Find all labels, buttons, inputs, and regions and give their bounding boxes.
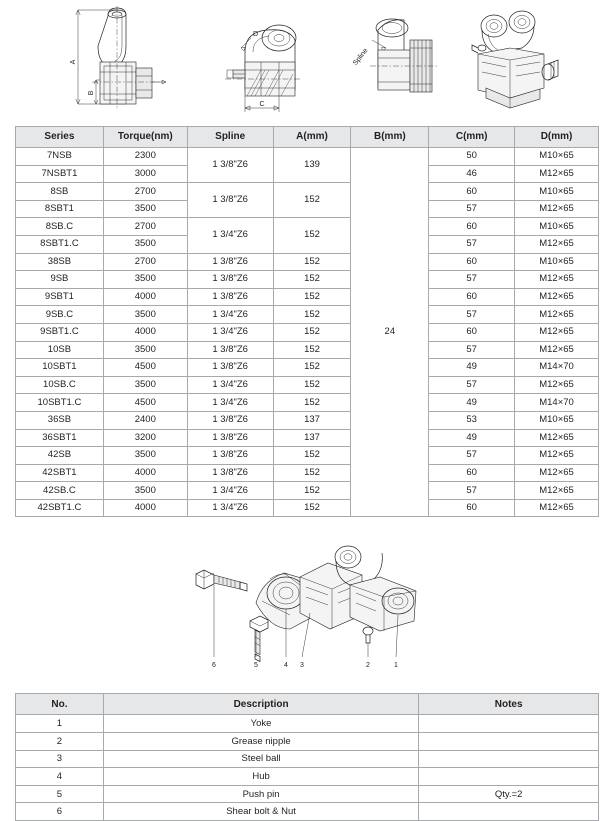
cell-torque: 2400 bbox=[103, 411, 187, 429]
cell-series: 10SBT1.C bbox=[16, 394, 104, 412]
cell-series: 10SBT1 bbox=[16, 359, 104, 377]
table-row bbox=[16, 715, 599, 733]
spec-header-b: B(mm) bbox=[351, 127, 429, 148]
cell-series: 8SB.C bbox=[16, 218, 104, 236]
cell-torque: 3500 bbox=[103, 271, 187, 289]
table-row bbox=[16, 411, 599, 429]
spec-header-d: D(mm) bbox=[515, 127, 599, 148]
cell-c: 46 bbox=[429, 165, 515, 183]
cell-a: 139 bbox=[273, 148, 351, 183]
spec-header-spline: Spline bbox=[187, 127, 273, 148]
table-row bbox=[16, 750, 599, 768]
cell-torque: 2700 bbox=[103, 218, 187, 236]
cell-no: 1 bbox=[16, 715, 104, 733]
table-row bbox=[16, 323, 599, 341]
cell-notes bbox=[419, 803, 599, 821]
cell-series: 8SBT1 bbox=[16, 200, 104, 218]
drawing-view-side bbox=[338, 0, 448, 122]
part-shear-bolt bbox=[196, 570, 247, 591]
table-row bbox=[16, 394, 599, 412]
cell-a: 152 bbox=[273, 464, 351, 482]
parts-header-notes: Notes bbox=[419, 694, 599, 715]
spec-header-series: Series bbox=[16, 127, 104, 148]
cell-c: 60 bbox=[429, 183, 515, 201]
cell-a: 152 bbox=[273, 271, 351, 289]
table-row bbox=[16, 768, 599, 786]
table-row bbox=[16, 447, 599, 465]
cell-d: M12×65 bbox=[515, 429, 599, 447]
cell-d: M12×65 bbox=[515, 482, 599, 500]
cell-a: 152 bbox=[273, 253, 351, 271]
cell-spline: 1 3/8"Z6 bbox=[187, 253, 273, 271]
parts-list-table bbox=[15, 693, 599, 821]
cell-torque: 3500 bbox=[103, 447, 187, 465]
part-grease-nipple bbox=[363, 627, 373, 643]
cell-d: M12×65 bbox=[515, 464, 599, 482]
cell-d: M12×65 bbox=[515, 288, 599, 306]
cell-series: 36SBT1 bbox=[16, 429, 104, 447]
cell-series: 8SB bbox=[16, 183, 104, 201]
cell-torque: 3500 bbox=[103, 482, 187, 500]
spline-label-1: Spline bbox=[352, 47, 370, 67]
cell-series: 42SB bbox=[16, 447, 104, 465]
cell-a: 137 bbox=[273, 429, 351, 447]
cell-c: 49 bbox=[429, 429, 515, 447]
drawing-view-front bbox=[48, 0, 188, 122]
cell-c: 60 bbox=[429, 464, 515, 482]
table-row bbox=[16, 785, 599, 803]
table-row bbox=[16, 271, 599, 289]
cell-spline: 1 3/8"Z6 bbox=[187, 288, 273, 306]
cell-c: 57 bbox=[429, 447, 515, 465]
cell-description: Yoke bbox=[103, 715, 418, 733]
cell-c: 57 bbox=[429, 200, 515, 218]
cell-spline: 1 3/4"Z6 bbox=[187, 323, 273, 341]
callout-6: 6 bbox=[212, 662, 216, 670]
cell-spline: 1 3/8"Z6 bbox=[187, 429, 273, 447]
spec-header-c: C(mm) bbox=[429, 127, 515, 148]
cell-torque: 3500 bbox=[103, 341, 187, 359]
cell-d: M12×65 bbox=[515, 499, 599, 517]
cell-notes bbox=[419, 733, 599, 751]
cell-series: 9SBT1.C bbox=[16, 323, 104, 341]
cell-c: 60 bbox=[429, 323, 515, 341]
drawing-view-isometric bbox=[452, 0, 582, 122]
table-row bbox=[16, 482, 599, 500]
cell-d: M12×65 bbox=[515, 306, 599, 324]
cell-series: 9SBT1 bbox=[16, 288, 104, 306]
cell-spline: 1 3/8"Z6 bbox=[187, 447, 273, 465]
cell-no: 2 bbox=[16, 733, 104, 751]
table-row bbox=[16, 803, 599, 821]
cell-torque: 3500 bbox=[103, 376, 187, 394]
cell-a: 152 bbox=[273, 341, 351, 359]
cell-d: M12×65 bbox=[515, 447, 599, 465]
table-row bbox=[16, 148, 599, 166]
cell-c: 60 bbox=[429, 253, 515, 271]
table-row bbox=[16, 253, 599, 271]
cell-a: 152 bbox=[273, 306, 351, 324]
cell-series: 8SBT1.C bbox=[16, 235, 104, 253]
callout-5: 5 bbox=[254, 662, 258, 670]
specification-table bbox=[15, 126, 599, 517]
cell-spline: 1 3/4"Z6 bbox=[187, 482, 273, 500]
cell-c: 53 bbox=[429, 411, 515, 429]
cell-a: 152 bbox=[273, 323, 351, 341]
cell-a: 152 bbox=[273, 376, 351, 394]
cell-d: M12×65 bbox=[515, 376, 599, 394]
cell-a: 152 bbox=[273, 359, 351, 377]
cell-series: 42SBT1 bbox=[16, 464, 104, 482]
table-row bbox=[16, 218, 599, 236]
table-row bbox=[16, 464, 599, 482]
cell-torque: 3500 bbox=[103, 235, 187, 253]
cell-torque: 3000 bbox=[103, 165, 187, 183]
cell-notes: Qty.=2 bbox=[419, 785, 599, 803]
cell-notes bbox=[419, 768, 599, 786]
cell-torque: 4000 bbox=[103, 323, 187, 341]
cell-torque: 3200 bbox=[103, 429, 187, 447]
cell-c: 49 bbox=[429, 394, 515, 412]
cell-notes bbox=[419, 715, 599, 733]
exploded-view-diagram bbox=[0, 517, 614, 689]
dimension-label-d: D bbox=[253, 31, 259, 38]
cell-c: 60 bbox=[429, 218, 515, 236]
cell-d: M12×65 bbox=[515, 235, 599, 253]
cell-d: M14×70 bbox=[515, 394, 599, 412]
cell-no: 6 bbox=[16, 803, 104, 821]
cell-spline: 1 3/8"Z6 bbox=[187, 411, 273, 429]
cell-c: 57 bbox=[429, 341, 515, 359]
table-row bbox=[16, 359, 599, 377]
cell-d: M10×65 bbox=[515, 411, 599, 429]
cell-spline: 1 3/4"Z6 bbox=[187, 376, 273, 394]
callout-1: 1 bbox=[394, 662, 398, 670]
cell-series: 36SB bbox=[16, 411, 104, 429]
dimension-label-b: B bbox=[88, 90, 95, 96]
cell-d: M12×65 bbox=[515, 323, 599, 341]
callout-4: 4 bbox=[284, 662, 288, 670]
cell-series: 42SBT1.C bbox=[16, 499, 104, 517]
dimension-label-a: A bbox=[70, 59, 77, 65]
cell-spline: 1 3/4"Z6 bbox=[187, 306, 273, 324]
cell-torque: 4000 bbox=[103, 288, 187, 306]
cell-c: 49 bbox=[429, 359, 515, 377]
cell-torque: 3500 bbox=[103, 306, 187, 324]
cell-series: 10SB.C bbox=[16, 376, 104, 394]
cell-series: 7NSBT1 bbox=[16, 165, 104, 183]
cell-a: 152 bbox=[273, 447, 351, 465]
cell-torque: 4500 bbox=[103, 394, 187, 412]
cell-d: M10×65 bbox=[515, 183, 599, 201]
cell-c: 57 bbox=[429, 376, 515, 394]
callout-3: 3 bbox=[300, 662, 304, 670]
cell-series: 9SB.C bbox=[16, 306, 104, 324]
cell-d: M10×65 bbox=[515, 253, 599, 271]
cell-d: M10×65 bbox=[515, 148, 599, 166]
cell-a: 137 bbox=[273, 411, 351, 429]
spec-table-header-row bbox=[16, 127, 599, 148]
cell-d: M12×65 bbox=[515, 271, 599, 289]
cell-d: M12×65 bbox=[515, 341, 599, 359]
part-push-pin bbox=[250, 616, 268, 662]
cell-spline: 1 3/4"Z6 bbox=[187, 218, 273, 253]
callout-2: 2 bbox=[366, 662, 370, 670]
cell-series: 42SB.C bbox=[16, 482, 104, 500]
cell-torque: 2300 bbox=[103, 148, 187, 166]
drawing-view-section bbox=[205, 0, 335, 122]
cell-d: M14×70 bbox=[515, 359, 599, 377]
cell-d: M10×65 bbox=[515, 218, 599, 236]
cell-spline: 1 3/4"Z6 bbox=[187, 394, 273, 412]
cell-spline: 1 3/8"Z6 bbox=[187, 148, 273, 183]
table-row bbox=[16, 733, 599, 751]
parts-header-description: Description bbox=[103, 694, 418, 715]
cell-c: 60 bbox=[429, 499, 515, 517]
cell-torque: 4000 bbox=[103, 464, 187, 482]
parts-table-header-row bbox=[16, 694, 599, 715]
table-row bbox=[16, 288, 599, 306]
cell-spline: 1 3/8"Z6 bbox=[187, 464, 273, 482]
cell-a: 152 bbox=[273, 394, 351, 412]
cell-torque: 2700 bbox=[103, 253, 187, 271]
cell-spline: 1 3/8"Z6 bbox=[187, 271, 273, 289]
cell-description: Push pin bbox=[103, 785, 418, 803]
cell-torque: 4500 bbox=[103, 359, 187, 377]
table-row bbox=[16, 376, 599, 394]
spec-header-torque: Torque(nm) bbox=[103, 127, 187, 148]
cell-c: 57 bbox=[429, 306, 515, 324]
cell-d: M12×65 bbox=[515, 165, 599, 183]
cell-a: 152 bbox=[273, 218, 351, 253]
cell-series: 10SB bbox=[16, 341, 104, 359]
cell-c: 57 bbox=[429, 482, 515, 500]
cell-no: 3 bbox=[16, 750, 104, 768]
cell-spline: 1 3/8"Z6 bbox=[187, 341, 273, 359]
cell-c: 50 bbox=[429, 148, 515, 166]
cell-no: 4 bbox=[16, 768, 104, 786]
table-row bbox=[16, 429, 599, 447]
dimension-label-c: C bbox=[259, 101, 265, 108]
cell-description: Shear bolt & Nut bbox=[103, 803, 418, 821]
spec-header-a: A(mm) bbox=[273, 127, 351, 148]
cell-no: 5 bbox=[16, 785, 104, 803]
cell-description: Steel ball bbox=[103, 750, 418, 768]
cell-a: 152 bbox=[273, 288, 351, 306]
table-row bbox=[16, 306, 599, 324]
cell-torque: 3500 bbox=[103, 200, 187, 218]
cell-spline: 1 3/8"Z6 bbox=[187, 359, 273, 377]
cell-notes bbox=[419, 750, 599, 768]
cell-a: 152 bbox=[273, 499, 351, 517]
cell-b: 24 bbox=[351, 148, 429, 517]
cell-a: 152 bbox=[273, 183, 351, 218]
cell-series: 38SB bbox=[16, 253, 104, 271]
cell-description: Grease nipple bbox=[103, 733, 418, 751]
parts-header-no: No. bbox=[16, 694, 104, 715]
cell-c: 57 bbox=[429, 235, 515, 253]
cell-spline: 1 3/4"Z6 bbox=[187, 499, 273, 517]
cell-torque: 2700 bbox=[103, 183, 187, 201]
cell-series: 9SB bbox=[16, 271, 104, 289]
table-row bbox=[16, 183, 599, 201]
cell-a: 152 bbox=[273, 482, 351, 500]
cell-series: 7NSB bbox=[16, 148, 104, 166]
table-row bbox=[16, 499, 599, 517]
technical-drawings-row bbox=[0, 0, 614, 122]
cell-c: 60 bbox=[429, 288, 515, 306]
cell-description: Hub bbox=[103, 768, 418, 786]
cell-torque: 4000 bbox=[103, 499, 187, 517]
cell-d: M12×65 bbox=[515, 200, 599, 218]
cell-spline: 1 3/8"Z6 bbox=[187, 183, 273, 218]
table-row bbox=[16, 341, 599, 359]
cell-c: 57 bbox=[429, 271, 515, 289]
